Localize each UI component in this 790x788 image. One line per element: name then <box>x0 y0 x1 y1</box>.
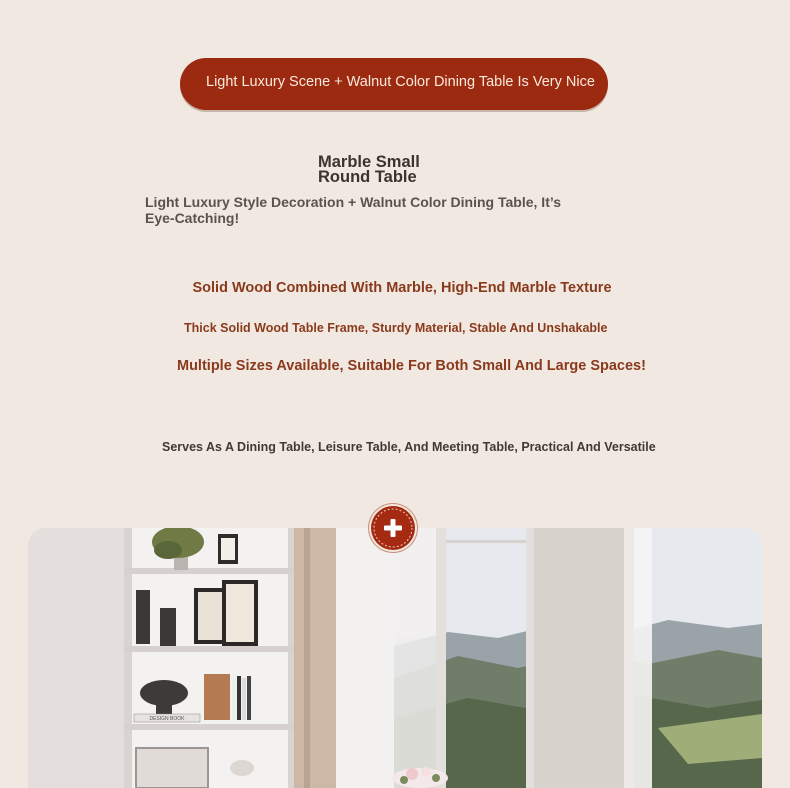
headline-banner <box>180 58 608 110</box>
product-title-line2: Round Table <box>318 168 417 186</box>
plus-icon <box>371 506 415 550</box>
feature-solid-frame: Thick Solid Wood Table Frame, Sturdy Material, Stable And Unshakable <box>184 321 608 335</box>
feature-marble-texture: Solid Wood Combined With Marble, High-End Marble Texture <box>192 280 612 296</box>
room-scene-illustration <box>28 528 762 788</box>
plus-badge[interactable] <box>371 506 415 550</box>
product-subtitle: Light Luxury Style Decoration + Walnut Color Dining Table, It’s Eye-Catching! <box>145 194 562 226</box>
feature-versatile-use: Serves As A Dining Table, Leisure Table, And Meeting Table, Practical And Versatile <box>162 440 656 454</box>
room-scene-photo <box>28 528 762 788</box>
product-title-line1: Marble Small <box>318 153 420 171</box>
feature-multiple-sizes: Multiple Sizes Available, Suitable For Both Small And Large Spaces! <box>177 358 646 374</box>
book-spine-label: DESIGN BOOK <box>149 716 185 722</box>
banner-text: Light Luxury Scene + Walnut Color Dining Table Is Very Nice <box>206 74 595 90</box>
product-title <box>318 155 458 185</box>
